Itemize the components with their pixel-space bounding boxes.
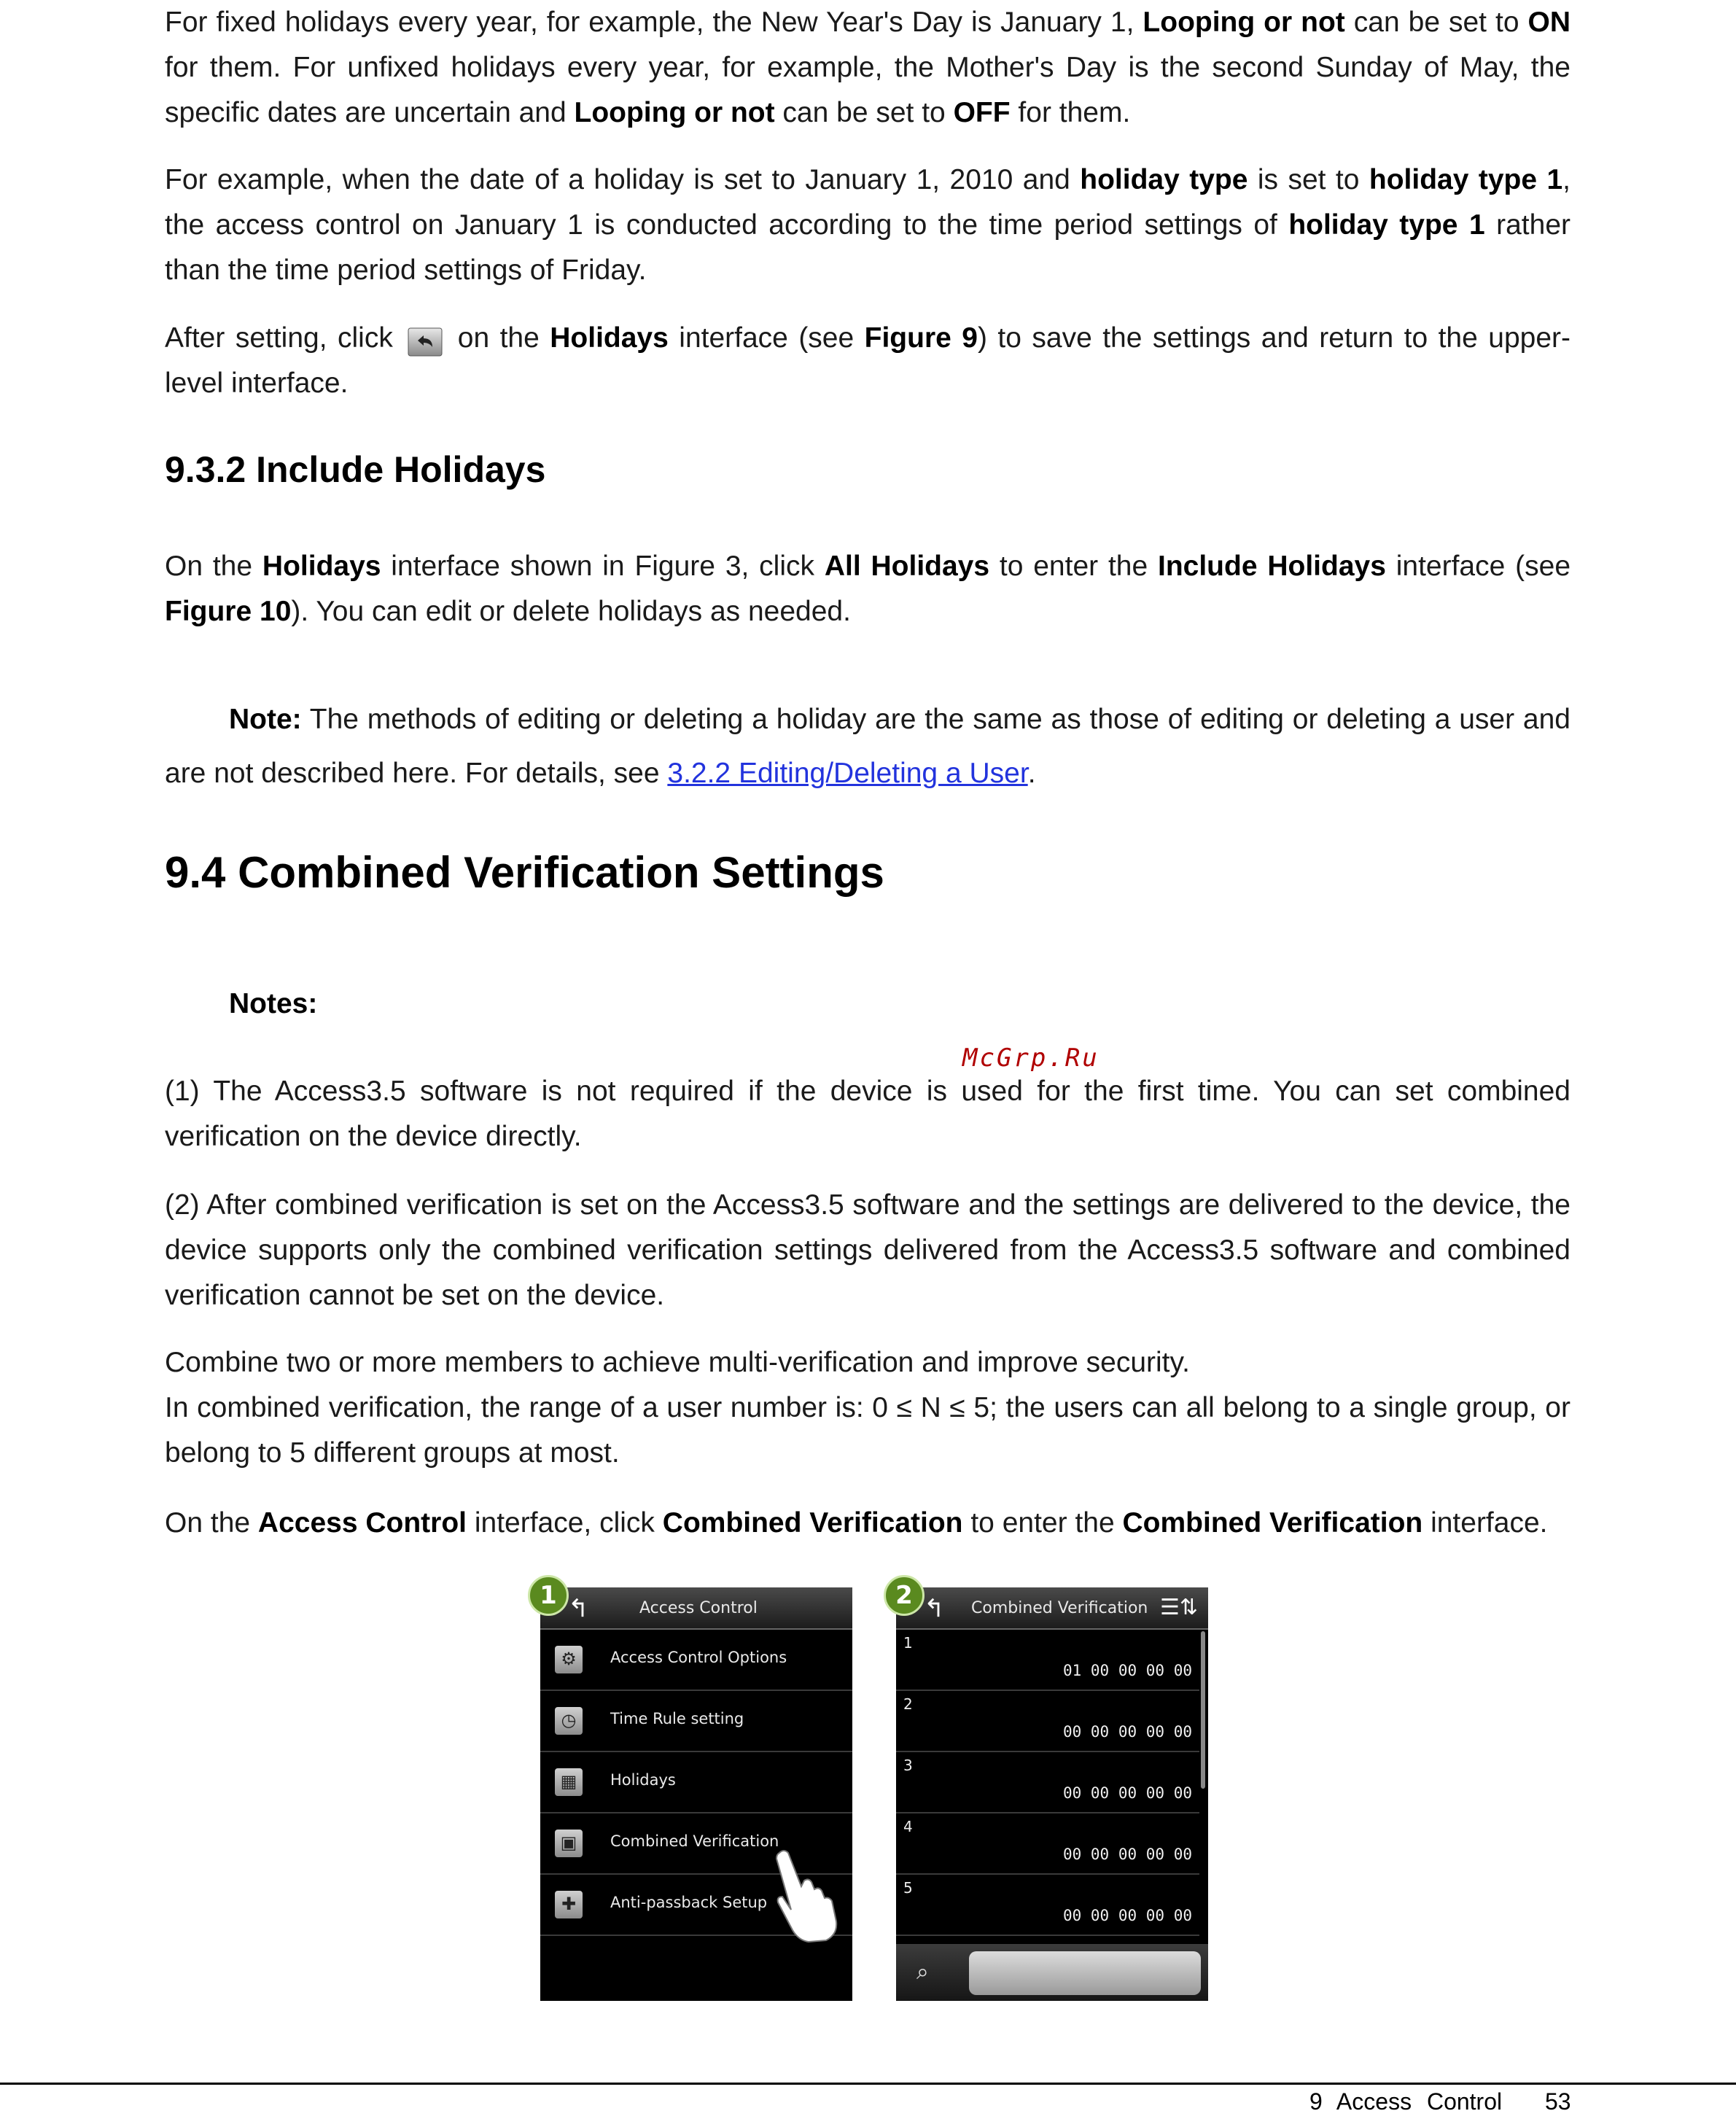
combination-row[interactable] <box>896 1630 1199 1691</box>
menu-item-access-control-options[interactable] <box>540 1630 852 1691</box>
title-bar <box>540 1587 852 1630</box>
bold-term: Figure 10 <box>165 596 292 627</box>
link-editing-deleting-user[interactable]: 3.2.2 Editing/Deleting a User <box>667 758 1028 789</box>
text: For fixed holidays every year, for example, the New Year's Day is January 1, <box>165 7 1143 38</box>
row-value: 00 00 00 00 00 <box>1062 1846 1192 1863</box>
bold-term: Access Control <box>257 1507 467 1539</box>
note-1: (1) The Access3.5 software is not required if the device is used for the first time. You can set combined verification on the device directly. <box>165 1076 1570 1152</box>
row-value: 01 00 00 00 00 <box>1062 1662 1192 1679</box>
footer-chapter: 9 Access Control <box>1309 2088 1503 2115</box>
combination-row[interactable] <box>896 1813 1199 1875</box>
device-screen-access-control <box>540 1587 852 2001</box>
step-badge-1: 1 <box>528 1575 569 1616</box>
text: on the <box>447 322 550 354</box>
row-number: 5 <box>903 1879 913 1897</box>
search-icon[interactable]: ⌕ <box>916 1960 929 1984</box>
row-number: 2 <box>903 1695 913 1713</box>
search-bar <box>896 1944 1208 2001</box>
text: , the access control on January 1 is conducted according to the time period settings of <box>165 164 1571 241</box>
combination-row[interactable] <box>896 1875 1199 1936</box>
text: On the <box>165 551 262 582</box>
text: For example, when the date of a holiday is set to January 1, 2010 and <box>165 164 1081 195</box>
device-screen-combined-verification <box>896 1587 1208 2001</box>
menu-item-label: Combined Verification <box>610 1832 779 1850</box>
pointing-hand-icon <box>772 1848 838 1943</box>
bold-term: Combined Verification <box>662 1507 963 1539</box>
bold-term: ON <box>1527 7 1570 38</box>
menu-item-time-rule-setting[interactable] <box>540 1691 852 1752</box>
options-icon: ⚙ <box>555 1646 583 1673</box>
paragraph-looping <box>165 0 1570 136</box>
text: for them. <box>1010 97 1131 128</box>
text: interface, click <box>467 1507 663 1539</box>
menu-item-holidays[interactable] <box>540 1752 852 1813</box>
bold-term: Looping or not <box>1143 7 1345 38</box>
bold-term: OFF <box>953 97 1011 128</box>
text: interface shown in Figure 3, click <box>381 551 825 582</box>
bold-term: Figure 9 <box>864 322 978 354</box>
menu-item-label: Holidays <box>610 1771 676 1789</box>
menu-item-label: Access Control Options <box>610 1649 787 1666</box>
menu-item-label: Anti-passback Setup <box>610 1894 768 1911</box>
sort-icon[interactable]: ☰⇅ <box>1159 1595 1198 1620</box>
text: After setting, click <box>165 322 404 354</box>
text: can be set to <box>1344 7 1528 38</box>
bold-term: holiday type 1 <box>1288 209 1485 241</box>
combination-row[interactable] <box>896 1752 1199 1813</box>
text: interface (see <box>668 322 865 354</box>
paragraph-after-setting <box>165 316 1570 406</box>
step-badge-2: 2 <box>884 1575 925 1616</box>
screen-title: Combined Verification <box>971 1599 1148 1617</box>
text: is set to <box>1247 164 1369 195</box>
scrollbar[interactable] <box>1201 1631 1205 1789</box>
clock-icon: ◷ <box>555 1707 583 1735</box>
paragraph-include-holidays <box>165 544 1570 634</box>
screen-title: Access Control <box>639 1599 758 1617</box>
text: can be set to <box>774 97 954 128</box>
back-icon <box>408 325 443 354</box>
paragraph-holiday-type <box>165 158 1570 293</box>
note-editing-holiday <box>165 693 1570 801</box>
row-value: 00 00 00 00 00 <box>1062 1907 1192 1924</box>
combination-row[interactable] <box>896 1691 1199 1752</box>
page-number: 53 <box>1545 2088 1571 2115</box>
watermark: McGrp.Ru <box>962 1043 1099 1073</box>
text: ). You can edit or delete holidays as needed. <box>291 596 851 627</box>
bold-term: holiday type <box>1080 164 1248 195</box>
footer-divider <box>0 2083 1736 2085</box>
menu-item-label: Time Rule setting <box>610 1710 744 1727</box>
row-value: 00 00 00 00 00 <box>1062 1784 1192 1802</box>
note-2: (2) After combined verification is set on the Access3.5 software and the settings are delivered to the device, the device supports only the combined verification settings delivered from the Access3.5 software and combined verification cannot be set on the device. <box>165 1189 1570 1311</box>
row-number: 3 <box>903 1757 913 1774</box>
anti-passback-icon: ✚ <box>555 1891 583 1918</box>
bold-term: holiday type 1 <box>1369 164 1563 195</box>
row-value: 00 00 00 00 00 <box>1062 1723 1192 1741</box>
bold-term: Combined Verification <box>1122 1507 1423 1539</box>
paragraph-combine-members <box>165 1340 1570 1476</box>
back-arrow-icon[interactable]: ↰ <box>924 1595 945 1622</box>
row-number: 4 <box>903 1818 913 1835</box>
text: rather than the time period settings of Friday. <box>165 209 1570 286</box>
search-input[interactable] <box>969 1951 1201 1995</box>
paragraph-enter-combined <box>165 1501 1548 1546</box>
back-arrow-icon[interactable]: ↰ <box>568 1595 589 1622</box>
text: ) to save the settings and return to the upper-level interface. <box>165 322 1570 399</box>
bold-term: All Holidays <box>824 551 990 582</box>
bold-term: Holidays <box>262 551 381 582</box>
text: to enter the <box>989 551 1158 582</box>
text: The methods of editing or deleting a holiday are the same as those of editing or deleting a user and are not described here. For details, see <box>165 704 1570 789</box>
title-bar <box>896 1587 1208 1630</box>
lock-icon: ▣ <box>555 1830 583 1857</box>
bold-term: Holidays <box>550 322 669 354</box>
row-number: 1 <box>903 1634 913 1652</box>
bold-term: Include Holidays <box>1158 551 1386 582</box>
calendar-icon: ▦ <box>555 1768 583 1796</box>
text-line: In combined verification, the range of a user number is: 0 ≤ N ≤ 5; the users can all belong to a single group, or belong to 5 different groups at most. <box>165 1392 1570 1469</box>
text: interface. <box>1422 1507 1548 1539</box>
section-heading-combined-verification: 9.4 Combined Verification Settings <box>165 848 884 897</box>
notes-label: Notes: <box>229 988 318 1019</box>
text: interface (see <box>1385 551 1571 582</box>
text: . <box>1027 758 1036 789</box>
text: for them. For unfixed holidays every year, for example, the Mother's Day is the second Sunday of May, the specific dates are uncertain and <box>165 52 1570 128</box>
bold-term: Looping or not <box>574 97 775 128</box>
text-line: Combine two or more members to achieve multi-verification and improve security. <box>165 1347 1190 1378</box>
text: to enter the <box>962 1507 1123 1539</box>
text: On the <box>165 1507 258 1539</box>
section-heading-include-holidays: 9.3.2 Include Holidays <box>165 449 546 490</box>
note-label: Note: <box>229 704 302 735</box>
